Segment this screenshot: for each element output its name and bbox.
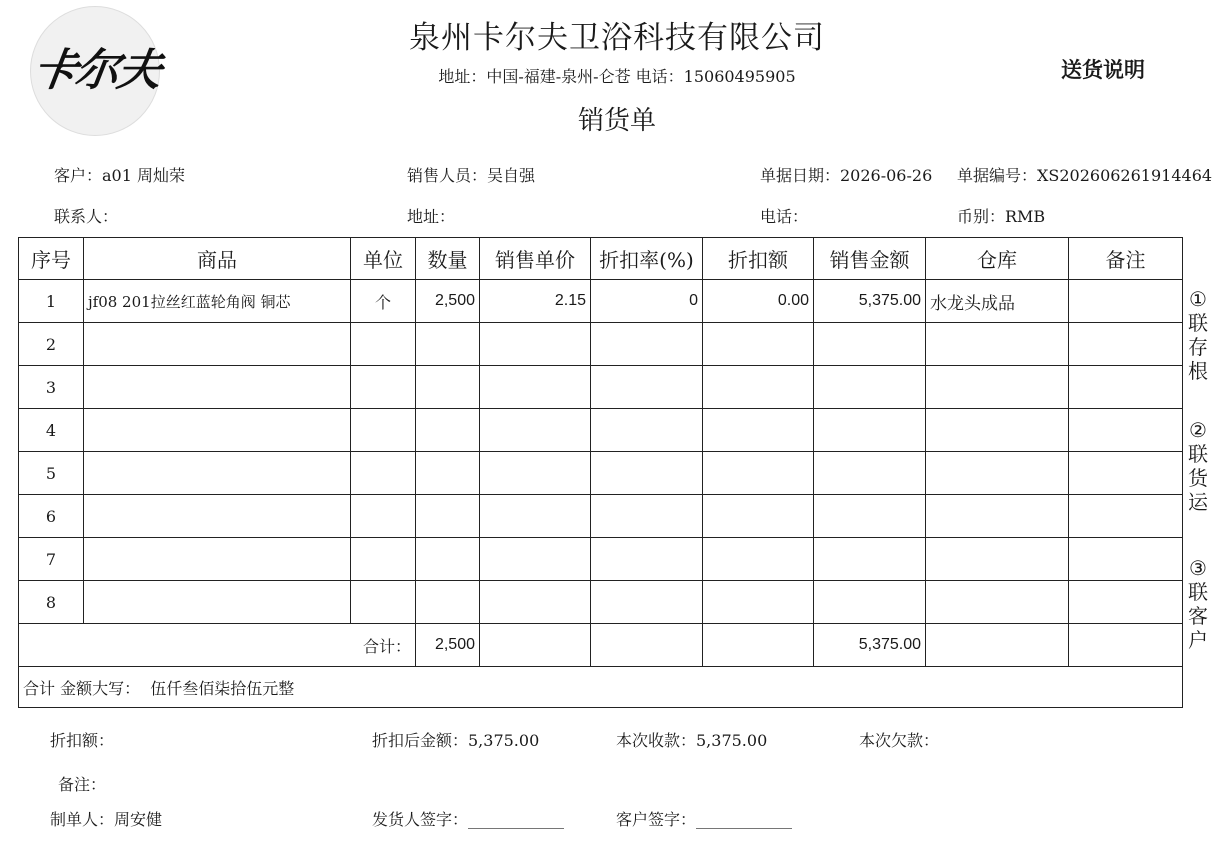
cell-product — [84, 538, 351, 581]
cell-product: jf08 201拉丝红蓝轮角阀 铜芯 — [84, 280, 351, 323]
cell-no: 1 — [19, 280, 84, 323]
cell-unit — [351, 366, 416, 409]
cell-product — [84, 409, 351, 452]
cell-unit-price — [480, 323, 591, 366]
capital-amount-value: 伍仟叁佰柒拾伍元整 — [150, 678, 295, 698]
table-row — [19, 323, 1183, 366]
cell-quantity: 2,500 — [416, 280, 480, 323]
column-header-discount-rate: 折扣率(%) — [591, 238, 703, 280]
cell-quantity — [416, 366, 480, 409]
cell-note — [1069, 409, 1183, 452]
total-row — [19, 624, 1183, 667]
column-header-no: 序号 — [19, 238, 84, 280]
cell-sales-amount — [814, 538, 926, 581]
cell-discount-rate — [591, 323, 703, 366]
cell-sales-amount — [814, 323, 926, 366]
side-label-char: 联 — [1188, 311, 1208, 335]
cell-warehouse — [926, 538, 1069, 581]
cell-no: 8 — [19, 581, 84, 624]
customer-field: 客户：a01 周灿荣 — [54, 166, 185, 185]
cell-product — [84, 581, 351, 624]
document-title: 销货单 — [577, 106, 656, 136]
table-row — [19, 452, 1183, 495]
column-header-quantity: 数量 — [416, 238, 480, 280]
table-header-row — [19, 238, 1183, 280]
table-row — [19, 581, 1183, 624]
cell-warehouse: 水龙头成品 — [926, 280, 1069, 323]
cell-discount-amount — [703, 409, 814, 452]
side-label-copy1 — [1186, 287, 1210, 383]
cell-note — [1069, 495, 1183, 538]
footer-maker: 制单人：周安健 — [50, 810, 163, 829]
cell-discount-rate — [591, 409, 703, 452]
cell-quantity — [416, 538, 480, 581]
total-empty-price — [480, 624, 591, 667]
sales-table — [18, 237, 1183, 708]
cell-unit — [351, 495, 416, 538]
capital-amount-row — [19, 667, 1183, 708]
side-label-char: 存 — [1188, 335, 1208, 359]
cell-unit — [351, 323, 416, 366]
company-name: 泉州卡尔夫卫浴科技有限公司 — [409, 20, 825, 56]
cell-warehouse — [926, 409, 1069, 452]
cell-warehouse — [926, 452, 1069, 495]
side-label-char: 客 — [1188, 604, 1208, 628]
cell-product — [84, 495, 351, 538]
cell-unit-price — [480, 409, 591, 452]
side-label-copy3 — [1186, 556, 1210, 652]
cell-sales-amount — [814, 366, 926, 409]
cell-sales-amount — [814, 409, 926, 452]
footer-customer-signature: 客户签字：____________ — [616, 810, 793, 829]
cell-unit-price — [480, 452, 591, 495]
cell-discount-amount — [703, 495, 814, 538]
cell-discount-amount — [703, 323, 814, 366]
total-empty-note — [1069, 624, 1183, 667]
cell-discount-rate — [591, 495, 703, 538]
capital-amount-cell — [19, 667, 1183, 708]
cell-note — [1069, 452, 1183, 495]
side-label-char: ② — [1189, 418, 1207, 442]
cell-unit-price: 2.15 — [480, 280, 591, 323]
salesperson-field: 销售人员：吴自强 — [407, 166, 536, 185]
cell-sales-amount: 5,375.00 — [814, 280, 926, 323]
delivery-note-label: 送货说明 — [1061, 58, 1145, 82]
company-address: 地址：中国-福建-泉州-仑苍 电话：15060495905 — [438, 67, 796, 86]
cell-warehouse — [926, 366, 1069, 409]
cell-no: 5 — [19, 452, 84, 495]
cell-unit-price — [480, 581, 591, 624]
cell-warehouse — [926, 323, 1069, 366]
cell-product — [84, 452, 351, 495]
column-header-discount-amount: 折扣额 — [703, 238, 814, 280]
column-header-unit-price: 销售单价 — [480, 238, 591, 280]
cell-unit-price — [480, 538, 591, 581]
total-quantity: 2,500 — [416, 624, 480, 667]
total-empty-rate — [591, 624, 703, 667]
cell-quantity — [416, 452, 480, 495]
cell-sales-amount — [814, 495, 926, 538]
logo-text: 卡尔夫 — [29, 45, 163, 96]
footer-remark: 备注： — [58, 775, 107, 794]
cell-sales-amount — [814, 581, 926, 624]
cell-no: 6 — [19, 495, 84, 538]
cell-discount-amount — [703, 581, 814, 624]
cell-quantity — [416, 581, 480, 624]
cell-warehouse — [926, 495, 1069, 538]
side-label-copy2 — [1186, 418, 1210, 514]
cell-unit-price — [480, 366, 591, 409]
cell-warehouse — [926, 581, 1069, 624]
cell-product — [84, 366, 351, 409]
table-row — [19, 366, 1183, 409]
footer-shipper-signature: 发货人签字：____________ — [372, 810, 565, 829]
cell-discount-amount: 0.00 — [703, 280, 814, 323]
side-label-char: 货 — [1188, 466, 1208, 490]
cell-note — [1069, 280, 1183, 323]
table-row — [19, 409, 1183, 452]
side-label-char: ① — [1189, 287, 1207, 311]
cell-product — [84, 323, 351, 366]
cell-no: 3 — [19, 366, 84, 409]
cell-no: 7 — [19, 538, 84, 581]
column-header-note: 备注 — [1069, 238, 1183, 280]
cell-unit — [351, 452, 416, 495]
cell-discount-rate — [591, 581, 703, 624]
cell-unit: 个 — [351, 280, 416, 323]
cell-discount-amount — [703, 366, 814, 409]
cell-unit — [351, 581, 416, 624]
cell-unit — [351, 538, 416, 581]
column-header-sales-amount: 销售金额 — [814, 238, 926, 280]
cell-discount-amount — [703, 452, 814, 495]
table-row — [19, 280, 1183, 323]
doc-date-field: 单据日期：2026-06-26 — [760, 166, 933, 185]
total-amount: 5,375.00 — [814, 624, 926, 667]
footer-discount: 折扣额： — [50, 731, 115, 750]
capital-amount-label: 合计 金额大写： — [23, 678, 141, 698]
footer-after-discount: 折扣后金额：5,375.00 — [372, 731, 540, 750]
table-row — [19, 495, 1183, 538]
cell-note — [1069, 323, 1183, 366]
side-label-char: 根 — [1188, 359, 1208, 383]
address-field: 地址： — [407, 207, 456, 226]
cell-note — [1069, 581, 1183, 624]
column-header-warehouse: 仓库 — [926, 238, 1069, 280]
footer-owed: 本次欠款： — [859, 731, 940, 750]
cell-note — [1069, 366, 1183, 409]
contact-field: 联系人： — [54, 207, 119, 226]
total-label: 合计： — [19, 624, 416, 667]
doc-number-field: 单据编号：XS202606261914464 — [957, 166, 1213, 185]
cell-quantity — [416, 323, 480, 366]
side-label-char: 运 — [1188, 490, 1208, 514]
cell-discount-rate — [591, 366, 703, 409]
side-label-char: 联 — [1188, 580, 1208, 604]
phone-field: 电话： — [760, 207, 809, 226]
cell-no: 4 — [19, 409, 84, 452]
column-header-product: 商品 — [84, 238, 351, 280]
cell-discount-rate — [591, 538, 703, 581]
cell-discount-rate — [591, 452, 703, 495]
cell-unit-price — [480, 495, 591, 538]
column-header-unit: 单位 — [351, 238, 416, 280]
side-label-char: 联 — [1188, 442, 1208, 466]
total-empty-discount — [703, 624, 814, 667]
total-empty-warehouse — [926, 624, 1069, 667]
cell-discount-rate: 0 — [591, 280, 703, 323]
cell-note — [1069, 538, 1183, 581]
currency-field: 币别：RMB — [957, 207, 1046, 226]
side-label-char: ③ — [1189, 556, 1207, 580]
cell-no: 2 — [19, 323, 84, 366]
side-label-char: 户 — [1188, 628, 1208, 652]
footer-received: 本次收款：5,375.00 — [616, 731, 768, 750]
cell-sales-amount — [814, 452, 926, 495]
cell-discount-amount — [703, 538, 814, 581]
cell-quantity — [416, 495, 480, 538]
table-row — [19, 538, 1183, 581]
cell-quantity — [416, 409, 480, 452]
cell-unit — [351, 409, 416, 452]
